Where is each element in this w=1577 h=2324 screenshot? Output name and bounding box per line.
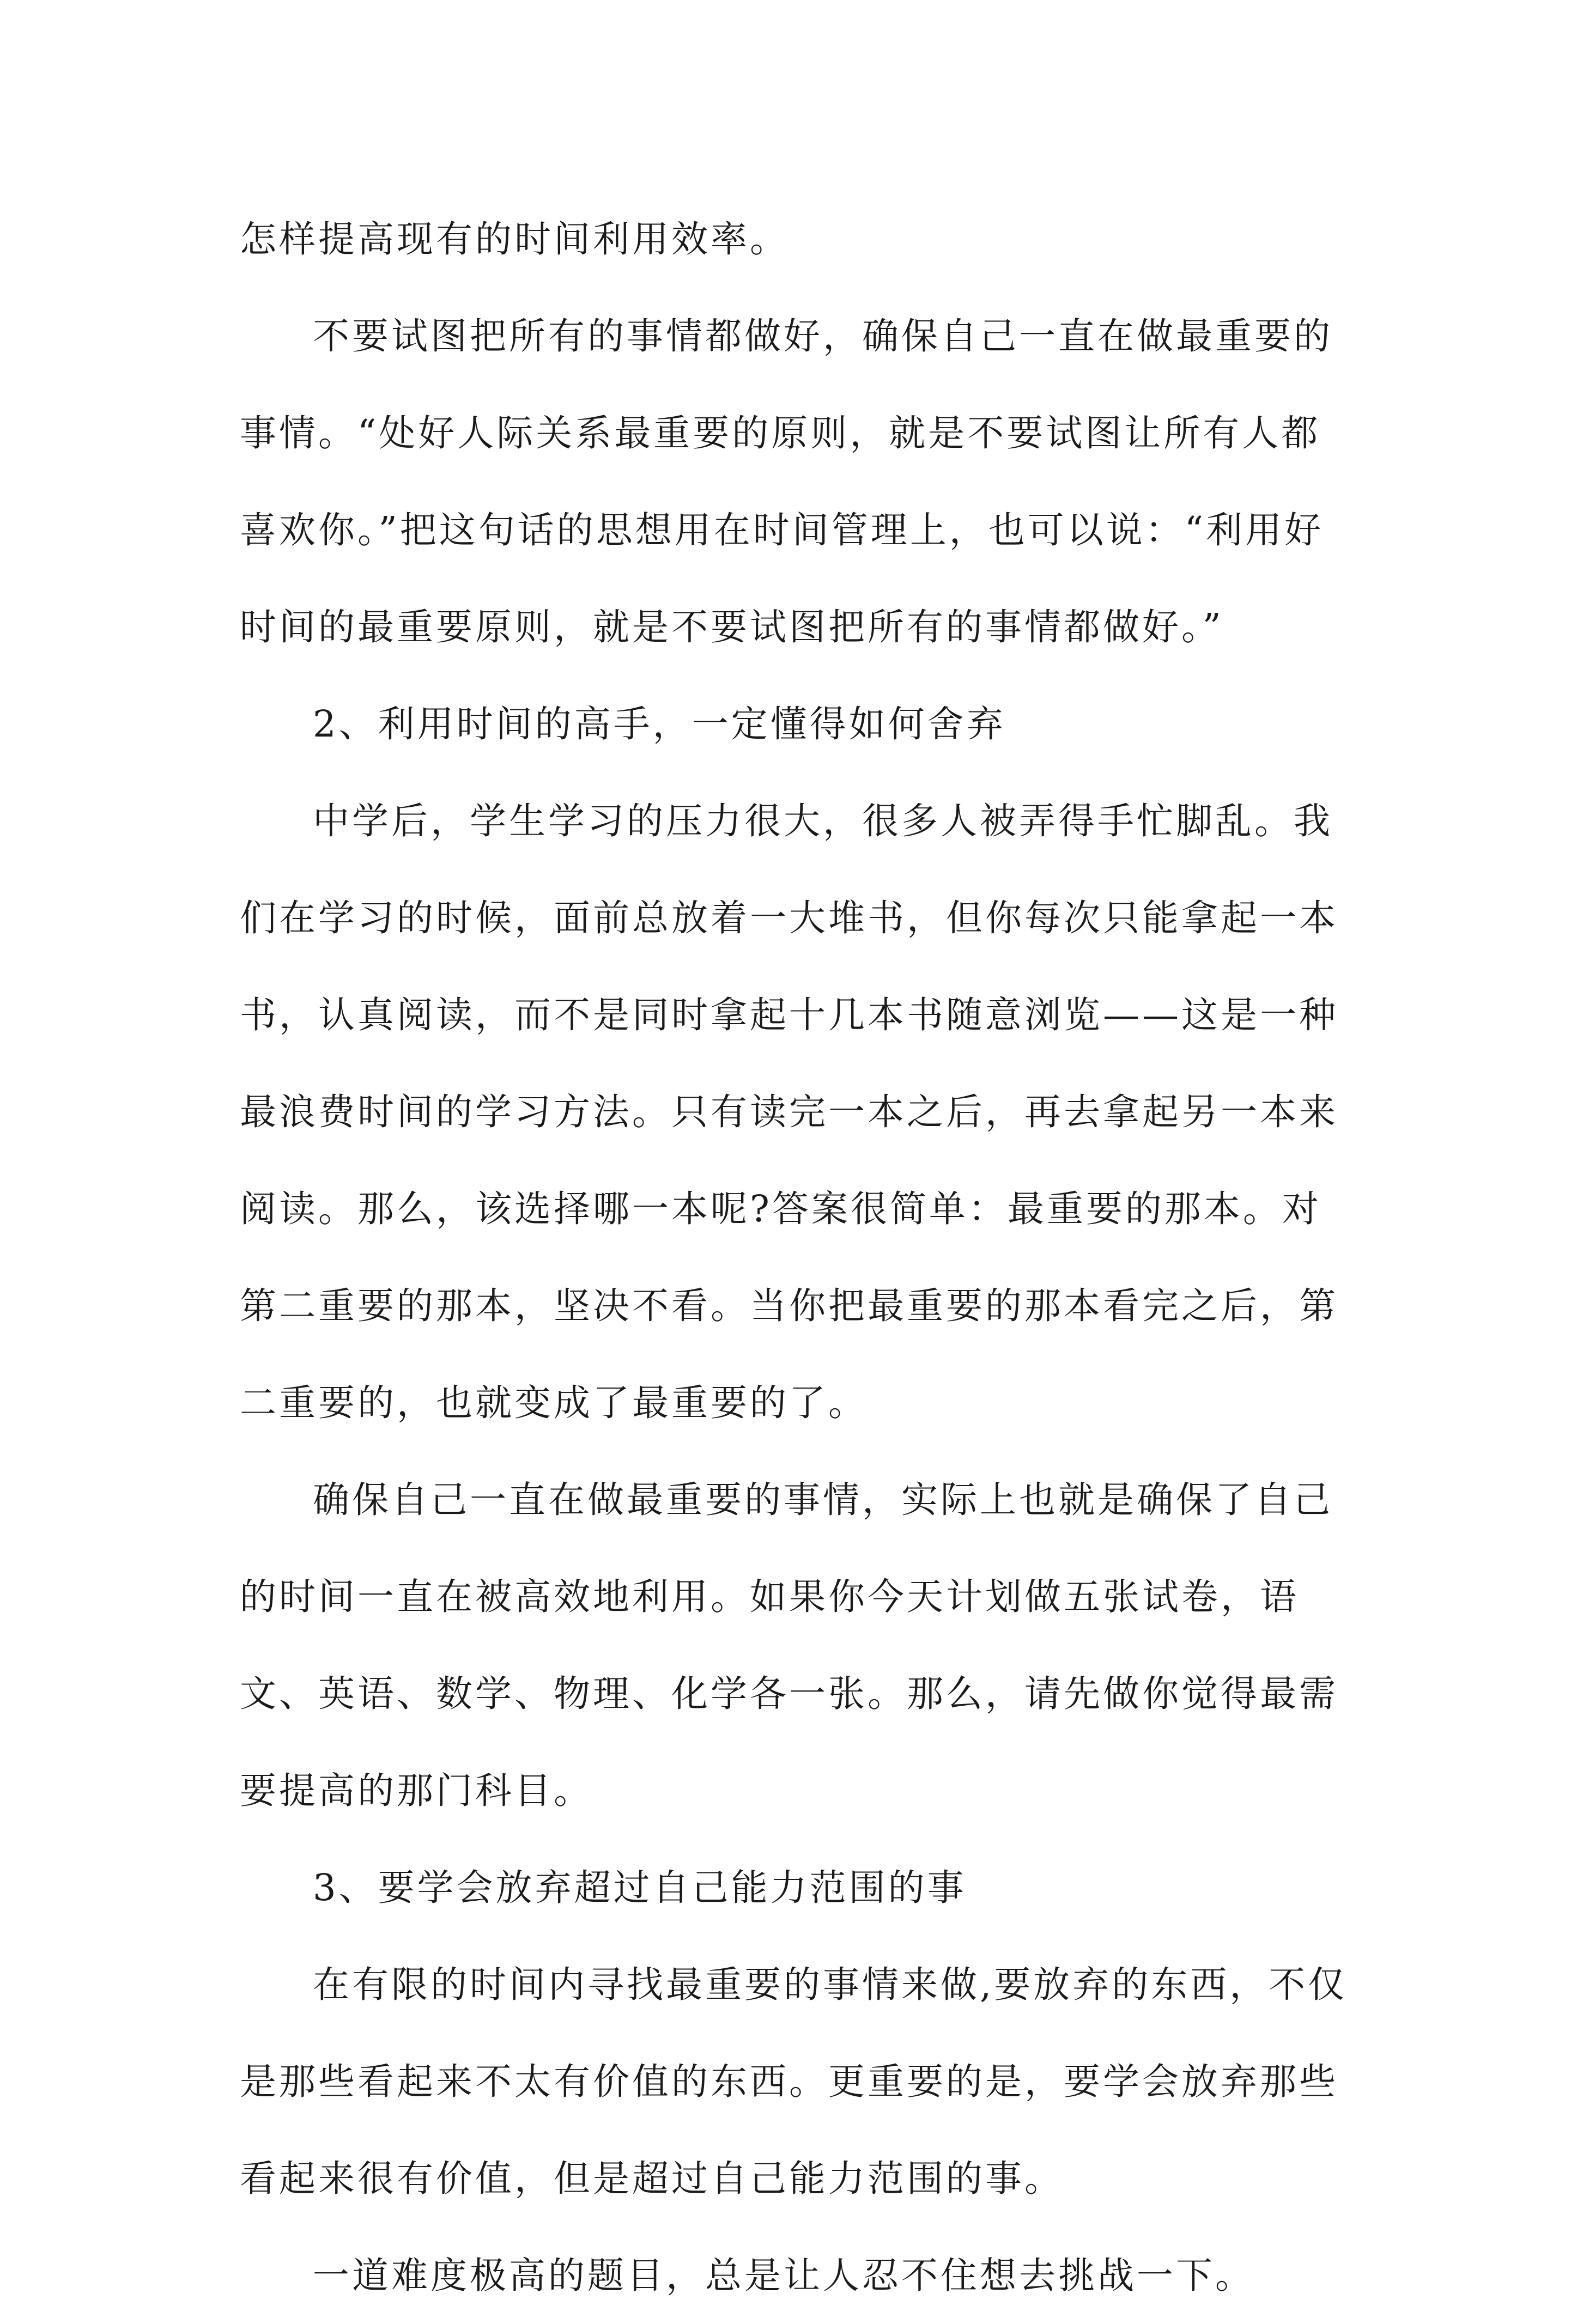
paragraph-challenge: 一道难度极高的题目，总是让人忍不住想去挑战一下。 xyxy=(313,2254,1254,2297)
document-body xyxy=(240,191,1351,2324)
section-heading-3: 3、要学会放弃超过自己能力范围的事 xyxy=(313,1866,967,1909)
paragraph-reading: 中学后，学生学习的压力很大，很多人被弄得手忙脚乱。我们在学习的时候，面前总放着一大堆书，但你每次只能拿起一本书，认真阅读，而不是同时拿起十几本书随意浏览——这是一种最浪费时间的学习方法。只有读完一本之后，再去拿起另一本来阅读。那么，该选择哪一本呢?答案很简单：最重要的那本。对第二重要的那本，坚决不看。当你把最重要的那本看完之后，第二重要的，也就变成了最重要的了。 xyxy=(240,800,1338,1424)
paragraph-efficiency: 确保自己一直在做最重要的事情，实际上也就是确保了自己的时间一直在被高效地利用。如果你今天计划做五张试卷，语文、英语、数学、物理、化学各一张。那么，请先做你觉得最需要提高的那门科目。 xyxy=(240,1479,1338,1812)
paragraph-priority: 不要试图把所有的事情都做好，确保自己一直在做最重要的事情。“处好人际关系最重要的原则，就是不要试图让所有人都喜欢你。”把这句话的思想用在时间管理上，也可以说：“利用好时间的最重要原则，就是不要试图把所有的事情都做好。” xyxy=(240,315,1333,648)
paragraph-continuation: 怎样提高现有的时间利用效率。 xyxy=(240,218,789,260)
section-heading-2: 2、利用时间的高手，一定懂得如何舍弃 xyxy=(313,703,1006,745)
paragraph-abandon: 在有限的时间内寻找最重要的事情来做,要放弃的东西，不仅是那些看起来不太有价值的东西。更重要的是，要学会放弃那些看起来很有价值，但是超过自己能力范围的事。 xyxy=(240,1963,1348,2200)
